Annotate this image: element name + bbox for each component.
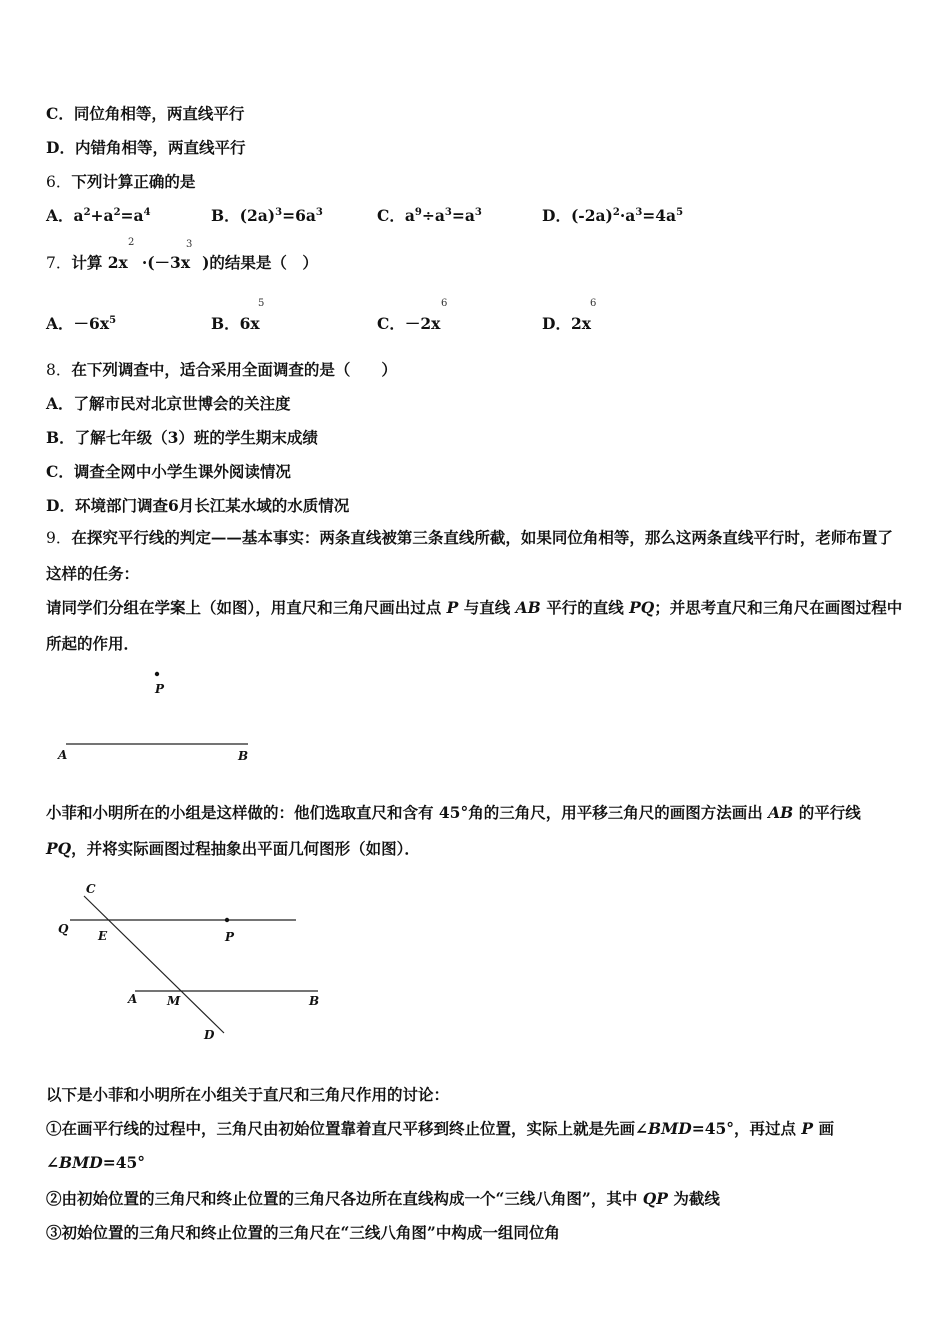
option-label: B． [211, 314, 240, 333]
q8-number: 8． [46, 361, 72, 379]
option-label: D． [542, 206, 571, 225]
expr-part: =a [451, 206, 475, 225]
text-part: ，并将实际画图过程抽象出平面几何图形（如图）． [71, 839, 420, 858]
expr-part: =a [120, 206, 144, 225]
exponent: 3 [275, 206, 283, 218]
var-ab: AB [515, 598, 541, 617]
var-bmd: BMD [59, 1153, 103, 1172]
q7-number: 7． [46, 254, 72, 272]
text-part: 与直线 [463, 598, 511, 617]
expr-part: ÷a [421, 206, 445, 225]
text-part: ；并思考直尺和三角尺在画图过程中所起的作用． [46, 598, 903, 653]
expr-part: =6a [282, 206, 316, 225]
q9-item-1-line-1 [46, 1117, 834, 1139]
q7-stem-part: ·(－3x [141, 253, 191, 272]
option-label: A． [46, 206, 74, 225]
q6-number: 6． [46, 173, 72, 191]
text-part: ②由初始位置的三角尺和终止位置的三角尺各边所在直线构成一个“三线八角图”，其中 [46, 1189, 638, 1208]
line-cd [84, 896, 224, 1033]
q9-item-3: ③初始位置的三角尺和终止位置的三角尺在“三线八角图”中构成一组同位角 [46, 1223, 560, 1242]
q7-exponent-2: 2 [128, 237, 135, 248]
q8-option-b: B．了解七年级（3）班的学生期末成绩 [46, 428, 318, 447]
var-pq: PQ [46, 839, 72, 858]
expr-part: ·a [619, 206, 636, 225]
q9-stem-text: 在探究平行线的判定——基本事实：两条直线被第三条直线所截，如果同位角相等，那么这两条直线平行时，老师布置了这样的任务： [46, 528, 893, 583]
expr-part: 6x [239, 314, 260, 333]
expr-part: －6x [73, 314, 110, 333]
text-part: =45°，再过点 [691, 1119, 797, 1138]
exponent: 2 [612, 206, 620, 218]
expr-part: －2x [404, 314, 441, 333]
expr-part: a [404, 206, 415, 225]
label-b: B [238, 749, 249, 763]
q8-option-d: D．环境部门调查6月长江某水域的水质情况 [46, 496, 350, 515]
var-bmd: BMD [648, 1119, 692, 1138]
exponent: 5 [676, 206, 684, 218]
var-p: P [801, 1119, 814, 1138]
expr-part: +a [90, 206, 114, 225]
option-label: C． [377, 314, 405, 333]
exponent: 3 [635, 206, 643, 218]
label-d: D [204, 1028, 215, 1042]
q8-stem-text: 在下列调查中，适合采用全面调查的是（ ） [71, 360, 397, 379]
expr-part: 2x [570, 314, 591, 333]
option-label: D． [542, 314, 571, 333]
exponent: 3 [315, 206, 323, 218]
option-label: B． [211, 206, 240, 225]
label-a: A [128, 992, 138, 1006]
exponent: 2 [83, 206, 91, 218]
label-e: E [98, 929, 108, 943]
q9-number: 9． [46, 529, 72, 547]
point-p [225, 918, 229, 922]
exponent: 9 [414, 206, 422, 218]
label-p: P [225, 930, 235, 944]
q9-item-1-line-2 [46, 1153, 145, 1172]
exponent: 3 [444, 206, 452, 218]
text-part: 请同学们分组在学案上（如图），用直尺和三角尺画出过点 [46, 598, 442, 617]
var-pq: PQ [629, 598, 655, 617]
exponent: 2 [113, 206, 121, 218]
expr-part: (2a) [239, 206, 276, 225]
var-p: P [446, 598, 459, 617]
text-part: =45° [102, 1153, 146, 1172]
label-q: Q [58, 922, 69, 936]
q5-option-d: D．内错角相等，两直线平行 [46, 138, 246, 157]
exponent: 3 [474, 206, 482, 218]
q8-option-c: C．调查全网中小学生课外阅读情况 [46, 462, 291, 481]
label-a: A [58, 748, 68, 762]
var-qp: QP [642, 1189, 668, 1208]
label-c: C [86, 882, 96, 896]
option-label: C． [377, 206, 405, 225]
q8-option-a: A．了解市民对北京世博会的关注度 [46, 394, 291, 413]
q9-item-2 [46, 1187, 720, 1209]
exponent: 4 [143, 206, 151, 218]
text-part: 画 [818, 1119, 834, 1138]
q7-exponent-3: 3 [186, 239, 193, 250]
text-part: 平行的直线 [546, 598, 624, 617]
exponent: 5 [109, 314, 117, 326]
expr-part: (-2a) [570, 206, 613, 225]
q7-option-c-exponent: 6 [441, 298, 448, 309]
var-ab: AB [768, 803, 794, 822]
q9-discussion-intro: 以下是小菲和小明所在小组关于直尺和三角尺作用的讨论： [46, 1085, 450, 1104]
label-p: P [155, 682, 165, 696]
q7-option-b-exponent: 5 [258, 298, 265, 309]
q5-option-c: C．同位角相等，两直线平行 [46, 104, 245, 123]
text-part: 的平行线 [798, 803, 861, 822]
angle-symbol: ∠ [46, 1153, 59, 1172]
q7-stem-part: 计算 2x [71, 253, 128, 272]
expr-part: =4a [642, 206, 677, 225]
text-part: 为截线 [673, 1189, 720, 1208]
label-m: M [167, 994, 181, 1008]
option-label: A． [46, 314, 74, 333]
text-part: 小菲和小明所在的小组是这样做的：他们选取直尺和含有 45°角的三角尺，用平移三角尺的画图方法画出 [46, 803, 763, 822]
q7-stem-part: )的结果是（ ） [202, 253, 318, 272]
q7-option-d-exponent: 6 [590, 298, 597, 309]
q6-stem-text: 下列计算正确的是 [71, 172, 196, 191]
expr-part: a [73, 206, 84, 225]
label-b: B [309, 994, 320, 1008]
text-part: ①在画平行线的过程中，三角尺由初始位置靠着直尺平移到终止位置，实际上就是先画∠ [46, 1119, 648, 1138]
